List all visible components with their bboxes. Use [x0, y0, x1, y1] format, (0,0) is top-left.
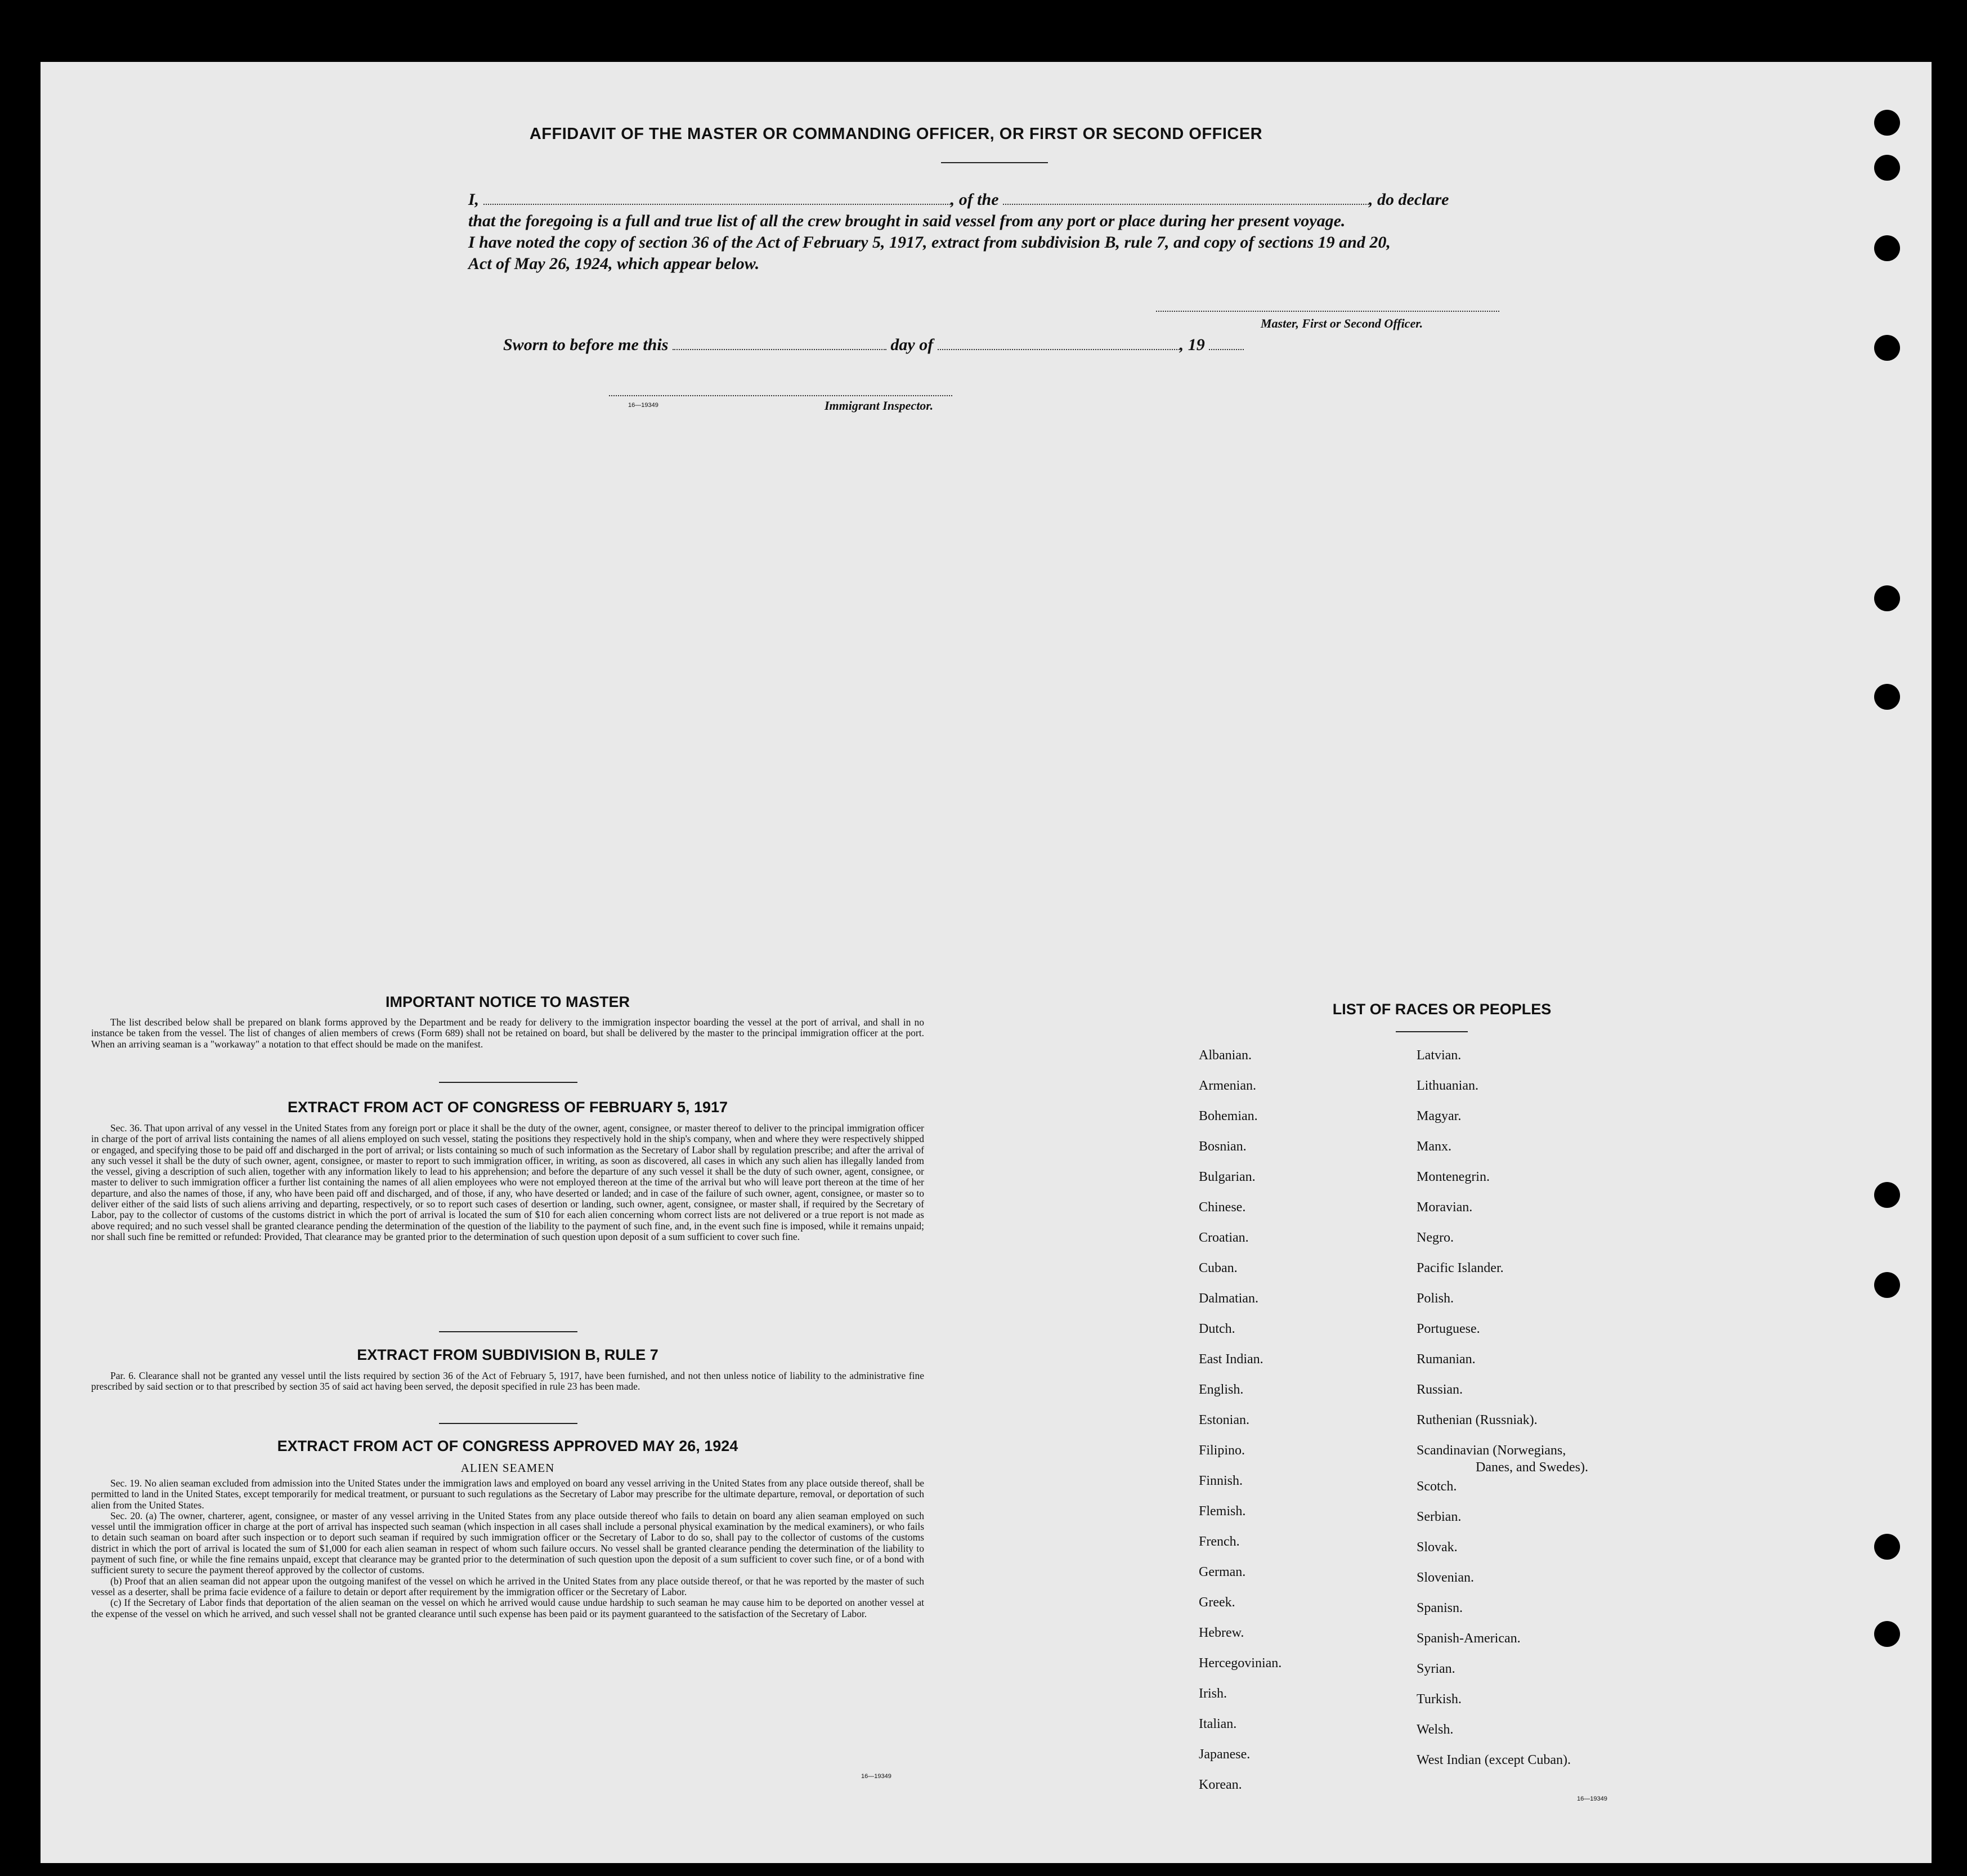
binder-hole: [1874, 155, 1900, 181]
inspector-label: Immigrant Inspector.: [825, 399, 934, 413]
year-blank[interactable]: [1209, 346, 1244, 350]
sworn-year: , 19: [1179, 335, 1205, 354]
extract-rule7-title: EXTRACT FROM SUBDIVISION B, RULE 7: [357, 1346, 658, 1363]
races-divider: [1396, 1031, 1468, 1032]
sworn-line: [503, 335, 1244, 355]
race-item: Chinese.: [1199, 1200, 1246, 1215]
extract-1917-text: [91, 1123, 924, 1242]
binder-hole: [1874, 110, 1900, 136]
month-blank[interactable]: [938, 346, 1180, 350]
race-item: Serbian.: [1417, 1510, 1462, 1524]
sec20b-paragraph: (b) Proof that an alien seaman did not appear upon the outgoing manifest of the vessel on which he arrived in the United States from any place outside thereof, or that he was reported by the master of such vessel as a deserter, shall be prima facie evidence of a failure to detain or deport after requirement by the immigration officer or the Secretary of Labor.: [91, 1575, 924, 1597]
race-item: English.: [1199, 1382, 1244, 1397]
affidavit-line-4: Act of May 26, 1924, which appear below.: [468, 254, 760, 273]
race-item: Portuguese.: [1417, 1322, 1480, 1336]
sec36-paragraph: Sec. 36. That upon arrival of any vessel in the United States from any foreign port or place it shall be the duty of the owner, agent, consignee, or master thereof to deliver to the principal immigration officer in charge of the port of arrival lists containing the names of all aliens employed on such vessel, stating the positions they respectively hold in the ship's company, when and where they were respectively shipped or engaged, and specifying those to be paid off and discharged in the port of arrival; or lists containing so much of such information as the Secretary of Labor shall by regulation prescribe; and after the arrival of any such vessel it shall be the duty of such owner, agent, consignee, or master to report to such immigration officer, in writing, as soon as discovered, all cases in which any such alien has illegally landed from the vessel, giving a description of such alien, together with any information likely to lead to his apprehension; and before the departure of any such vessel it shall be the duty of such owner, agent, consignee, or master to deliver to such immigration officer a further list containing the names of all alien employees who were not employed thereon at the time of the arrival but who will leave port thereon at the time of her departure, and also the names of those, if any, who have been paid off and discharged, and of those, if any, who have deserted or landed; and in case of the failure of such owner, agent, consignee, or master so to deliver either of the said lists of such aliens arriving and departing, respectively, or so to report such cases of desertion or landing, such owner, agent, consignee, or master shall, if required by the Secretary of Labor, pay to the collector of customs of the customs district in which the port of arrival is located the sum of $10 for each alien concerning whom correct lists are not delivered or a true report is not made as above required; and no such vessel shall be granted clearance pending the determination of the question of the liability to the payment of such fine, and, in the event such fine is imposed, while it remains unpaid; nor shall such fine be remitted or refunded: Provided, That clearance may be granted prior to the determination of such question upon deposit of a sum sufficient to cover such fine.: [91, 1122, 924, 1242]
title-divider: [941, 162, 1048, 163]
race-item: Russian.: [1417, 1382, 1463, 1397]
sec20a-paragraph: Sec. 20. (a) The owner, charterer, agent, consignee, or master of any vessel arriving in the United States from any place outside thereof who fails to detain on board any alien seaman employed on such vessel until the immigration officer in charge at the port of arrival has inspected such seaman (which inspection in all cases shall include a personal physical examination by the medical examiners), or who fails to detain such seaman on board after such inspection or to deport such seaman if required by such immigration officer or the Secretary of Labor to do so, shall pay to the collector of customs of the customs district in which the port of arrival is located the sum of $1,000 for each alien seaman in respect of whom such failure occurs. No vessel shall be granted clearance pending the determination of the liability to payment of such fine, or while the fine remains unpaid, except that clearance may be granted prior to the determination of such question upon the deposit of a sum sufficient to cover such fine, or of a bond with sufficient surety to secure the payment thereof approved by the collector of customs.: [91, 1510, 924, 1576]
race-item: Manx.: [1417, 1139, 1451, 1154]
race-item: Scotch.: [1417, 1479, 1457, 1494]
race-item: East Indian.: [1199, 1352, 1263, 1367]
race-item: German.: [1199, 1565, 1246, 1579]
divider-1: [439, 1082, 577, 1083]
affidavit-title: AFFIDAVIT OF THE MASTER OR COMMANDING OFFICER, OR FIRST OR SECOND OFFICER: [529, 125, 1263, 143]
race-item: Spanish-American.: [1417, 1631, 1521, 1646]
notice-title: IMPORTANT NOTICE TO MASTER: [386, 993, 630, 1010]
binder-hole: [1874, 235, 1900, 261]
binder-hole: [1874, 1182, 1900, 1208]
race-item: Slovenian.: [1417, 1570, 1474, 1585]
race-item: Scandinavian (Norwegians,: [1417, 1443, 1566, 1458]
sec20c-paragraph: (c) If the Secretary of Labor finds that deportation of the alien seaman on the vessel on which he arrived would cause undue hardship to such seaman he may cause him to be deported on another vessel at the expense of the vessel on which he arrived, and such vessel shall not be granted clearance until such expense has been paid or its payment guaranteed to the satisfaction of the Secretary of Labor.: [91, 1597, 924, 1619]
race-item: Bulgarian.: [1199, 1170, 1256, 1184]
race-item: Negro.: [1417, 1230, 1454, 1245]
race-item: Spanisn.: [1417, 1601, 1463, 1615]
binder-hole: [1874, 335, 1900, 361]
race-item: Ruthenian (Russniak).: [1417, 1413, 1538, 1427]
race-item: Danes, and Swedes).: [1476, 1460, 1588, 1475]
extract-1924-text: [91, 1478, 924, 1619]
affidavit-line-3: I have noted the copy of section 36 of the Act of February 5, 1917, extract from subdivision B, rule 7, and copy of sections 19 and 20,: [468, 233, 1391, 252]
race-item: Filipino.: [1199, 1443, 1245, 1458]
alien-seamen-subtitle: ALIEN SEAMEN: [460, 1461, 555, 1475]
race-item: Korean.: [1199, 1778, 1242, 1792]
divider-3: [439, 1423, 577, 1424]
vessel-blank[interactable]: [1003, 200, 1369, 205]
inspector-signature-line[interactable]: [609, 395, 952, 396]
affidavit-i: I,: [468, 190, 480, 209]
notice-paragraph: The list described below shall be prepared on blank forms approved by the Department and be ready for delivery to the immigration inspector boarding the vessel at the port of arrival, and shall in no instance be taken from the vessel. The list of changes of alien members of crews (Form 689) shall not be retained on board, but shall be delivered by the master to the principal immigration officer at the port. When an arriving seaman is a "workaway" a notation to that effect should be made on the manifest.: [91, 1017, 924, 1050]
race-item: French.: [1199, 1534, 1240, 1549]
name-blank[interactable]: [483, 200, 951, 205]
affidavit-declare: , do declare: [1369, 190, 1449, 209]
race-item: Greek.: [1199, 1595, 1235, 1610]
race-item: Estonian.: [1199, 1413, 1249, 1427]
race-item: Welsh.: [1417, 1722, 1454, 1737]
race-item: Magyar.: [1417, 1109, 1462, 1123]
race-item: Montenegrin.: [1417, 1170, 1490, 1184]
extract-1917-title: EXTRACT FROM ACT OF CONGRESS OF FEBRUARY 5, 1917: [287, 1099, 728, 1116]
notice-text: [91, 1017, 924, 1050]
extract-form-number: 16—19349: [861, 1773, 891, 1780]
race-item: Croatian.: [1199, 1230, 1249, 1245]
sworn-day-of: day of: [890, 335, 934, 354]
race-item: Bosnian.: [1199, 1139, 1247, 1154]
affidavit-line-1: [468, 190, 1449, 209]
race-item: West Indian (except Cuban).: [1417, 1753, 1571, 1767]
divider-2: [439, 1331, 577, 1332]
race-item: Polish.: [1417, 1291, 1454, 1306]
race-item: Cuban.: [1199, 1261, 1238, 1275]
race-item: Lithuanian.: [1417, 1078, 1478, 1093]
race-item: Hebrew.: [1199, 1626, 1244, 1640]
race-item: Armenian.: [1199, 1078, 1256, 1093]
affidavit-form-number: 16—19349: [628, 402, 658, 409]
affidavit-line-2: that the foregoing is a full and true list of all the crew brought in said vessel from any port or place during her present voyage.: [468, 212, 1346, 230]
races-title: LIST OF RACES OR PEOPLES: [1332, 1001, 1552, 1018]
master-signature-label: Master, First or Second Officer.: [1261, 316, 1423, 330]
race-item: Japanese.: [1199, 1747, 1251, 1762]
race-item: Flemish.: [1199, 1504, 1246, 1519]
race-item: Italian.: [1199, 1717, 1237, 1731]
par6-paragraph: Par. 6. Clearance shall not be granted any vessel until the lists required by section 36 of the Act of February 5, 1917, have been furnished, and not then unless notice of liability to the administrative fine prescribed by said section or to that prescribed by section 35 of said act having been served, the deposit specified in rule 23 has been made.: [91, 1370, 924, 1393]
race-item: Pacific Islander.: [1417, 1261, 1504, 1275]
affidavit-of-the: , of the: [950, 190, 999, 209]
extract-rule7-text: [91, 1371, 924, 1393]
race-item: Finnish.: [1199, 1474, 1243, 1488]
race-item: Hercegovinian.: [1199, 1656, 1282, 1671]
race-item: Albanian.: [1199, 1048, 1252, 1063]
race-item: Turkish.: [1417, 1692, 1462, 1707]
document-sheet: [41, 62, 1932, 1863]
race-item: Moravian.: [1417, 1200, 1473, 1215]
binder-hole: [1874, 684, 1900, 710]
race-item: Dutch.: [1199, 1322, 1235, 1336]
binder-hole: [1874, 1621, 1900, 1647]
races-form-number: 16—19349: [1577, 1796, 1607, 1802]
race-item: Slovak.: [1417, 1540, 1458, 1555]
binder-hole: [1874, 1272, 1900, 1298]
day-blank[interactable]: [673, 346, 886, 350]
sworn-prefix: Sworn to before me this: [503, 335, 669, 354]
master-signature-line[interactable]: [1156, 311, 1499, 312]
sec19-paragraph: Sec. 19. No alien seaman excluded from admission into the United States under the immigration laws and employed on board any vessel arriving in the United States from any place outside thereof, shall be permitted to land in the United States, except temporarily for medical treatment, or pursuant to such regulations as the Secretary of Labor may prescribe for the ultimate departure, removal, or deportation of such alien from the United States.: [91, 1477, 924, 1511]
extract-1924-title: EXTRACT FROM ACT OF CONGRESS APPROVED MAY 26, 1924: [277, 1438, 738, 1454]
race-item: Bohemian.: [1199, 1109, 1258, 1123]
race-item: Syrian.: [1417, 1662, 1455, 1676]
race-item: Rumanian.: [1417, 1352, 1476, 1367]
race-item: Dalmatian.: [1199, 1291, 1258, 1306]
binder-hole: [1874, 1534, 1900, 1560]
race-item: Latvian.: [1417, 1048, 1462, 1063]
binder-hole: [1874, 585, 1900, 611]
race-item: Irish.: [1199, 1686, 1227, 1701]
